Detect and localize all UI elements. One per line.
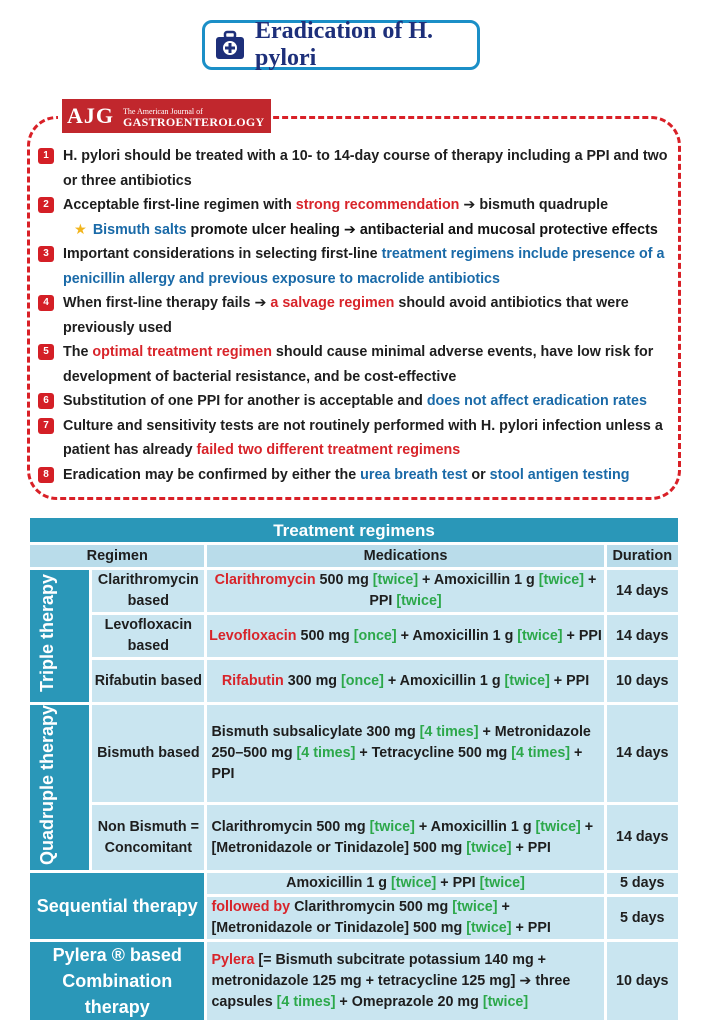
text-segment: should cause minimal adverse events, have low risk for development of bacterial resistance, and be cost-effective — [63, 344, 654, 385]
header-regimen: Regimen — [30, 545, 204, 567]
regimen-rifabutin: Rifabutin based — [92, 660, 204, 702]
medical-kit-icon — [213, 28, 247, 62]
point-number: 1 — [38, 148, 54, 164]
page-title: Eradication of H. pylori — [255, 18, 433, 71]
point-text — [63, 389, 668, 414]
table-row — [30, 615, 678, 657]
group-quadruple — [30, 705, 89, 870]
blue-text-segment: urea breath test — [360, 466, 468, 483]
point-2 — [38, 193, 668, 218]
journal-name-line2: GASTROENTEROLOGY — [123, 114, 265, 129]
journal-logo — [58, 96, 272, 136]
text-segment: + Tetracycline 500 mg — [355, 745, 512, 762]
text-segment: + Amoxicillin 1 g — [414, 818, 536, 835]
blue-text-segment: Bismuth salts — [92, 221, 187, 238]
text-segment: + PPI — [369, 572, 597, 609]
text-segment: [= Bismuth subcitrate potassium 140 mg + metronidazole 125 mg + tetracycline 125 mg] ➔ three capsules — [211, 951, 571, 1010]
text-segment: + PPI — [436, 875, 480, 892]
regimen-levofloxacin: Levofloxacin based — [92, 615, 204, 657]
green-text-segment: [twice] — [369, 818, 415, 835]
header-medications: Medications — [207, 545, 603, 567]
text-segment: promote ulcer healing ➔ antibacterial and mucosal protective effects — [186, 221, 658, 238]
duration-rifabutin: 10 days — [607, 660, 678, 702]
text-segment: + Amoxicillin 1 g — [418, 572, 539, 588]
green-text-segment: [twice] — [482, 993, 529, 1010]
red-text-segment: optimal treatment regimen — [92, 344, 272, 360]
text-segment: + PPI — [211, 745, 583, 783]
regimen-bismuth: Bismuth based — [92, 705, 204, 802]
green-text-segment: [twice] — [479, 875, 525, 892]
duration-clarithromycin: 14 days — [607, 570, 678, 612]
regimen-clarithromycin: Clarithromycin based — [92, 570, 204, 612]
red-text-segment: Pylera — [211, 951, 255, 968]
star-icon: ★ — [74, 221, 87, 238]
text-segment: ➔ bismuth quadruple — [459, 197, 609, 213]
text-segment: 300 mg — [283, 672, 341, 689]
duration-pylera: 10 days — [607, 942, 678, 1020]
text-segment: or — [467, 466, 490, 483]
point-number: 6 — [38, 393, 54, 409]
medications-non-bismuth — [207, 805, 603, 870]
green-text-segment: [twice] — [466, 920, 512, 937]
journal-logo-mark: AJG — [62, 99, 119, 133]
sub-point-text — [93, 218, 668, 243]
green-text-segment: [twice] — [504, 672, 550, 689]
point-text — [63, 193, 668, 218]
point-text — [63, 144, 668, 193]
medications-clarithromycin — [207, 570, 603, 612]
medications-bismuth — [207, 705, 603, 802]
blue-text-segment: does not affect eradication rates — [426, 393, 647, 409]
text-segment: 500 mg — [315, 572, 373, 588]
table-row — [30, 873, 678, 894]
text-segment: Bismuth subsalicylate 300 mg — [211, 724, 420, 741]
text-segment: + PPI — [511, 920, 551, 937]
duration-levofloxacin: 14 days — [607, 615, 678, 657]
table-row — [30, 570, 678, 612]
green-text-segment: [twice] — [391, 875, 437, 892]
header-duration: Duration — [607, 545, 678, 567]
point-text — [63, 340, 668, 389]
group-sequential: Sequential therapy — [30, 873, 204, 939]
green-text-segment: [once] — [353, 627, 397, 644]
treatment-table — [27, 515, 681, 1023]
duration-non-bismuth: 14 days — [607, 805, 678, 870]
red-text-segment: followed by — [211, 899, 291, 916]
duration-sequential-1: 5 days — [607, 873, 678, 894]
point-6 — [38, 389, 668, 414]
medications-pylera — [207, 942, 603, 1020]
text-segment: Clarithromycin 500 mg — [211, 818, 370, 835]
blue-text-segment: treatment regimens include presence of a penicillin allergy and previous exposure to macrolide antibiotics — [63, 246, 665, 287]
red-text-segment: Clarithromycin — [214, 572, 316, 588]
sub-point-bismuth — [38, 218, 668, 243]
regimen-non-bismuth: Non Bismuth = Concomitant — [92, 805, 204, 870]
table-row — [30, 805, 678, 870]
green-text-segment: [twice] — [466, 839, 512, 856]
point-3 — [38, 242, 668, 291]
point-number: 5 — [38, 344, 54, 360]
point-text — [63, 242, 668, 291]
red-text-segment: Levofloxacin — [209, 627, 297, 644]
point-number: 2 — [38, 197, 54, 213]
red-text-segment: Rifabutin — [221, 672, 284, 689]
text-segment: When first-line therapy fails ➔ — [63, 295, 271, 311]
title-box — [202, 20, 480, 70]
recommendation-list — [38, 144, 668, 487]
journal-name-line1: The American Journal of — [123, 106, 203, 116]
text-segment: Acceptable first-line regimen with — [63, 197, 296, 213]
point-1 — [38, 144, 668, 193]
text-segment: + [Metronidazole or Tinidazole] 500 mg — [211, 899, 510, 937]
point-8 — [38, 463, 668, 488]
green-text-segment: [twice] — [452, 899, 498, 916]
group-triple-label: Triple therapy — [36, 574, 57, 693]
green-text-segment: [4 times] — [419, 724, 479, 741]
point-number: 4 — [38, 295, 54, 311]
text-segment: + PPI — [511, 839, 551, 856]
green-text-segment: [once] — [341, 672, 384, 689]
text-segment: 500 mg — [296, 627, 354, 644]
text-segment: The — [63, 344, 93, 360]
green-text-segment: [4 times] — [296, 745, 356, 762]
green-text-segment: [twice] — [396, 593, 442, 609]
group-triple — [30, 570, 89, 702]
text-segment: + Amoxicillin 1 g — [383, 672, 505, 689]
medications-sequential-1 — [207, 873, 603, 894]
point-number: 3 — [38, 246, 54, 262]
green-text-segment: [twice] — [538, 572, 584, 588]
green-text-segment: [twice] — [517, 627, 563, 644]
point-number: 8 — [38, 467, 54, 483]
red-text-segment: failed two different treatment regimens — [196, 442, 461, 458]
group-quadruple-label: Quadruple therapy — [36, 705, 57, 866]
medications-rifabutin — [207, 660, 603, 702]
medications-levofloxacin — [207, 615, 603, 657]
text-segment: + Metronidazole 250–500 mg — [211, 724, 591, 762]
text-segment: Culture and sensitivity tests are not routinely performed with H. pylori infection unless a patient has already — [63, 417, 663, 458]
duration-bismuth: 14 days — [607, 705, 678, 802]
green-text-segment: [twice] — [535, 818, 581, 835]
text-segment: Amoxicillin 1 g — [286, 875, 391, 892]
medications-sequential-2 — [207, 897, 603, 939]
table-row — [30, 705, 678, 802]
point-5 — [38, 340, 668, 389]
text-segment: + PPI — [562, 627, 602, 644]
green-text-segment: [4 times] — [276, 993, 336, 1010]
point-text — [63, 291, 668, 340]
text-segment: Substitution of one PPI for another is acceptable and — [63, 393, 427, 409]
duration-sequential-2: 5 days — [607, 897, 678, 939]
point-4 — [38, 291, 668, 340]
point-number: 7 — [38, 418, 54, 434]
text-segment: + PPI — [549, 672, 590, 689]
text-segment: Clarithromycin 500 mg — [290, 899, 453, 916]
text-segment: Eradication may be confirmed by either the — [63, 466, 361, 483]
text-segment: + [Metronidazole or Tinidazole] 500 mg — [211, 818, 594, 856]
point-text — [63, 463, 668, 488]
red-text-segment: a salvage regimen — [270, 295, 395, 311]
blue-text-segment: stool antigen testing — [489, 466, 630, 483]
text-segment: + Amoxicillin 1 g — [396, 627, 518, 644]
text-segment: + Omeprazole 20 mg — [335, 993, 483, 1010]
point-7 — [38, 414, 668, 463]
table-title: Treatment regimens — [30, 518, 678, 542]
group-pylera: Pylera ® based Combination therapy — [30, 942, 204, 1020]
green-text-segment: [twice] — [372, 572, 419, 588]
green-text-segment: [4 times] — [511, 745, 571, 762]
text-segment: should avoid antibiotics that were previously used — [63, 295, 629, 336]
red-text-segment: strong recommendation — [295, 197, 460, 213]
point-text — [63, 414, 668, 463]
table-row — [30, 660, 678, 702]
text-segment: Important considerations in selecting first-line — [63, 246, 382, 262]
journal-name — [119, 99, 271, 133]
table-row — [30, 942, 678, 1020]
text-segment: H. pylori should be treated with a 10- to 14-day course of therapy including a PPI and two or three antibiotics — [63, 148, 668, 189]
